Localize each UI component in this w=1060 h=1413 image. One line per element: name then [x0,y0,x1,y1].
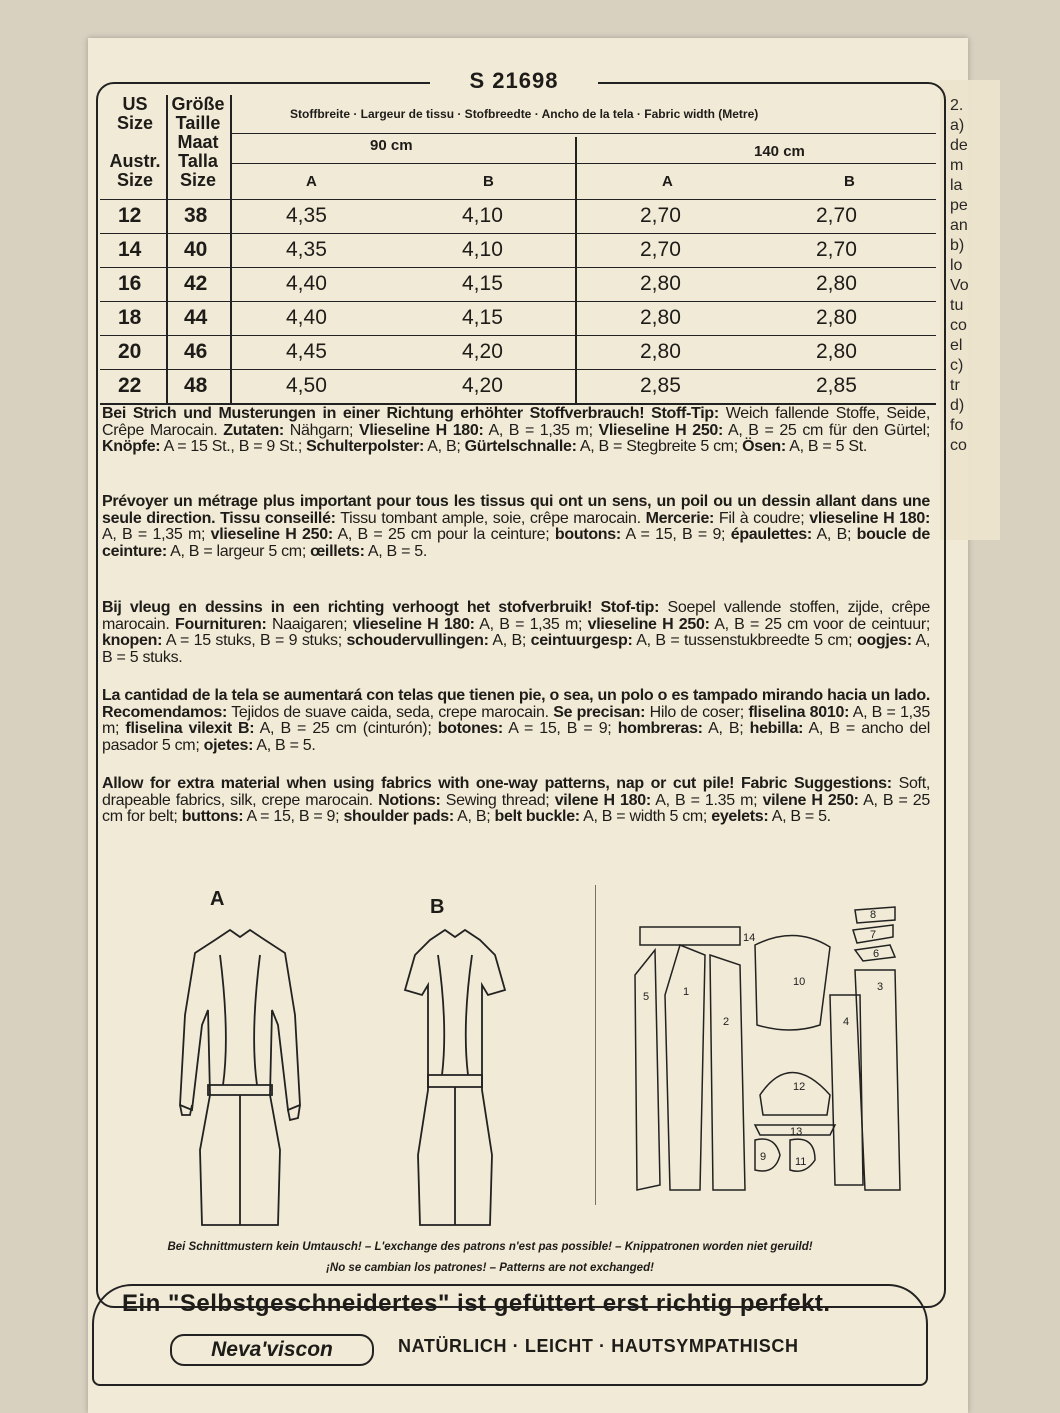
us-size-header: US Size Austr. Size [109,94,161,190]
piece-label: 5 [643,991,650,1003]
fabric-requirement-table [100,95,936,405]
width-140-label: 140 cm [754,143,805,160]
paragraph-english: Allow for extra material when using fabrics with one-way patterns, nap or cut pile! Fabric Suggestions: Soft, drapeable fabrics, silk, crepe marocain. Notions: Sewing thread; vilene H 180: A, B = 1.35 m; vilene H 250: A, B = 25 cm for belt; buttons: A = 15, B = 9; shoulder pads: A, B; belt buckle: A, B = width 5 cm; eyelets: A, B = 5. [102,775,930,826]
no-exchange-notice: Bei Schnittmustern kein Umtausch! – L'exchange des patrons n'est pas possible! – Knippatronen worden niet geruild! [167,1241,813,1253]
eu-size-header: Größe Taille Maat Talla Size [171,94,225,190]
cell-eu: 48 [184,374,208,397]
brand-logo: Neva'viscon [170,1334,374,1366]
cell-a140: 2,85 [640,374,681,397]
paragraph-dutch: Bij vleug en dessins in een richting verhoogt het stofverbruik! Stof-tip: Soepel vallende stoffen, zijde, crêpe marocain. Fournituren: Naaigaren; vlieseline H 180: A, B = 1,35 m; vlieseline H 250: A, B = 25 cm voor de ceintuur; knopen: A = 15 stuks, B = 9 stuks; schoudervullingen: A, B; ceintuurgesp: A, B = tussenstukbreedte 5 cm; oogjes: A, B = 5 stuks. [102,599,930,666]
piece-label: 2 [723,1016,730,1028]
column-a-90: A [306,173,317,190]
cell-a90: 4,50 [286,374,327,397]
advert-tagline: NATÜRLICH · LEICHT · HAUTSYMPATHISCH [398,1336,799,1356]
piece-12 [760,1073,830,1116]
cell-b90: 4,10 [462,238,503,261]
cell-us: 18 [118,306,142,329]
table-row [100,301,936,335]
cell-b140: 2,80 [816,272,857,295]
table-row [100,199,936,233]
piece-label: 10 [793,976,806,988]
paragraph-spanish: La cantidad de la tela se aumentará con telas que tienen pie, o sea, un polo o es tampado mirando hacia un lado. Recomendamos: Tejidos de suave caida, seda, crepe marocain. Se precisan: Hilo de coser; fliselina 8010: A, B = 1,35 m; fliselina vilexit B: A, B = 25 cm (cinturón); botones: A = 15, B = 9; hombreras: A, B; hebilla: A, B = ancho del pasador 5 cm; ojetes: A, B = 5. [102,687,930,754]
paragraph-french: Prévoyer un métrage plus important pour tous les tissus qui ont un sens, un poil ou un dessin allant dans une seule direction. Tissu conseillé: Tissu tombant ample, soie, crêpe marocain. Mercerie: Fil à coudre; vlieseline H 180: A, B = 1,35 m; vlieseline H 250: A, B = 25 cm pour la ceinture; boutons: A = 15, B = 9; épaulettes: A, B; boucle de ceinture: A, B = largeur 5 cm; œillets: A, B = 5. [102,493,931,560]
cell-b140: 2,80 [816,340,857,363]
cell-us: 20 [118,340,142,363]
piece-label: 9 [760,1151,767,1163]
piece-5 [635,950,660,1190]
piece-label: 1 [683,986,690,998]
cell-us: 16 [118,272,142,295]
cell-a90: 4,40 [286,272,327,295]
piece-label: 12 [793,1081,806,1093]
pattern-code: S 21698 [430,70,598,92]
piece-label: 4 [843,1016,850,1028]
garment-back-views [120,915,580,1235]
cell-eu: 44 [184,306,208,329]
no-exchange-notice-2: ¡No se cambian los patrones! – Patterns are not exchanged! [326,1262,654,1274]
cell-b90: 4,20 [462,374,503,397]
cell-us: 12 [118,204,142,227]
cell-b140: 2,85 [816,374,857,397]
column-b-90: B [483,173,494,190]
piece-1 [665,945,705,1190]
piece-9 [755,1139,780,1171]
column-a-140: A [662,173,673,190]
cell-eu: 46 [184,340,208,363]
piece-2 [710,955,745,1190]
cell-a140: 2,80 [640,306,681,329]
cell-a90: 4,35 [286,204,327,227]
piece-14 [640,927,740,945]
cell-eu: 40 [184,238,208,261]
piece-label: 3 [877,981,884,993]
table-row [100,335,936,369]
cell-eu: 42 [184,272,208,295]
cell-a90: 4,35 [286,238,327,261]
divider [232,133,936,134]
cell-b140: 2,80 [816,306,857,329]
piece-label: 11 [795,1156,807,1168]
view-b-label: B [430,896,445,918]
fabric-width-label: Stoffbreite · Largeur de tissu · Stofbreedte · Ancho de la tela · Fabric width (Metre) [290,107,759,121]
cell-a90: 4,45 [286,340,327,363]
piece-label: 8 [870,909,877,921]
view-a-drawing [180,930,300,1225]
advert-title: Ein "Selbstgeschneidertes" ist gefüttert erst richtig perfekt. [122,1290,831,1317]
cell-us: 14 [118,238,142,261]
piece-label: 14 [743,932,756,944]
cell-b90: 4,10 [462,204,503,227]
column-b-140: B [844,173,855,190]
cell-a140: 2,80 [640,340,681,363]
underlying-sheet-text: 2. a) de m la pe an b) lo Vo tu co el c) tr d) fo co [950,97,969,454]
piece-label: 7 [870,929,877,941]
divider [232,163,936,164]
cell-b90: 4,20 [462,340,503,363]
cell-a90: 4,40 [286,306,327,329]
cell-b90: 4,15 [462,306,503,329]
paragraph-german: Bei Strich und Musterungen in einer Richtung erhöhter Stoffverbrauch! Stoff-Tip: Weich fallende Stoffe, Seide, Crêpe Marocain. Zutaten: Nähgarn; Vlieseline H 180: A, B = 1,35 m; Vlieseline H 250: A, B = 25 cm für den Gürtel; Knöpfe: A = 15 St., B = 9 St.; Schulterpolster: A, B; Gürtelschnalle: A, B = Stegbreite 5 cm; Ösen: A, B = 5 St. [102,405,930,456]
pattern-pieces-layout [595,885,925,1205]
table-row [100,233,936,267]
cell-us: 22 [118,374,142,397]
table-row [100,267,936,301]
cell-a140: 2,80 [640,272,681,295]
piece-label: 6 [873,948,880,960]
cell-b140: 2,70 [816,238,857,261]
piece-label: 13 [790,1126,803,1138]
cell-b90: 4,15 [462,272,503,295]
cell-b140: 2,70 [816,204,857,227]
cell-a140: 2,70 [640,238,681,261]
cell-a140: 2,70 [640,204,681,227]
cell-eu: 38 [184,204,208,227]
underlying-sheet [940,80,1000,540]
table-row [100,369,936,403]
view-a-label: A [210,888,225,910]
width-90-label: 90 cm [370,137,413,154]
view-b-drawing [405,930,505,1225]
